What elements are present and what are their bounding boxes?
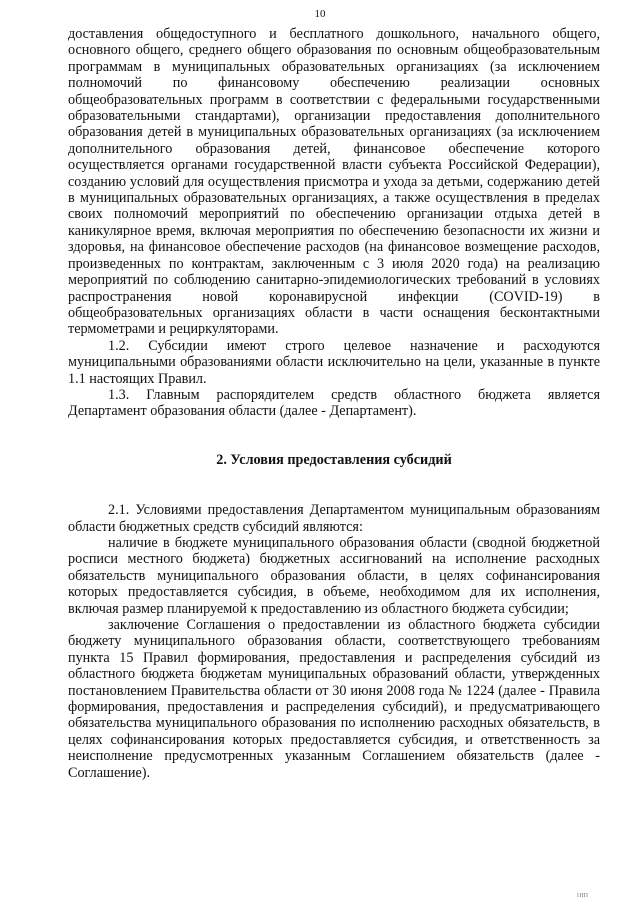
paragraph-condition-budget: наличие в бюджете муниципального образования области (сводной бюджетной росписи местного бюджета) бюджетных ассигнований на исполнение расходных обязательств муниципального образования области, в целях софинансирования которых предоставляется субсидия, в объеме, необходимом для их исполнения, включая размер планируемой к предоставлению из областного бюджета субсидии; bbox=[68, 534, 600, 617]
paragraph-condition-agreement: заключение Соглашения о предоставлении из областного бюджета субсидии бюджету муниципального образования области, соответствующего требованиям пункта 15 Правил формирования, предоставления и распределения субсидий из областного бюджета бюджетам муниципальных образований области, утвержденных постановлением Правительства области от 30 июня 2008 года № 1224 (далее - Правила формирования, предоставления и распределения субсидий), и предусматривающего обязательства муниципального образования по исполнению расходных обязательств, в целях софинансирования которых предоставляется субсидия, и ответственность за неисполнение предусмотренных указанным Соглашением обязательств (далее - Соглашение). bbox=[68, 617, 600, 781]
document-body bbox=[68, 26, 600, 781]
footer-mark: 1НП bbox=[576, 893, 588, 899]
section-heading: 2. Условия предоставления субсидий bbox=[216, 451, 452, 468]
paragraph-continuation: доставления общедоступного и бесплатного дошкольного, начального общего, основного общего, среднего общего образования по основным общеобразовательным программам в муниципальных образовательных организациях (за исключением полномочий по финансовому обеспечению реализации основных общеобразовательных программ в соответствии с федеральными государственными образовательными стандартами), организации предоставления дополнительного образования детей в муниципальных образовательных организациях (за исключением дополнительного образования детей, финансовое обеспечение которого осуществляется органами государственной власти субъекта Российской Федерации), созданию условий для осуществления присмотра и ухода за детьми, содержанию детей в муниципальных образовательных организациях, а также осуществления в пределах своих полномочий мероприятий по обеспечению организации отдыха детей в каникулярное время, включая мероприятия по обеспечению безопасности их жизни и здоровья, на финансовое обеспечение расходов (на финансовое возмещение расходов, произведенных по контрактам, заключенным с 3 июля 2020 года) на реализацию мероприятий по соблюдению санитарно-эпидемиологических требований в условиях распространения новой коронавирусной инфекции (COVID-19) в общеобразовательных организациях области в части оснащения бесконтактными термометрами и рециркуляторами. bbox=[68, 26, 600, 338]
page-number: 10 bbox=[314, 8, 326, 20]
paragraph-1-2: 1.2. Субсидии имеют строго целевое назначение и расходуются муниципальными образованиями области исключительно на цели, указанные в пункте 1.1 настоящих Правил. bbox=[68, 337, 600, 387]
paragraph-2-1: 2.1. Условиями предоставления Департаментом муниципальным образованиям области бюджетных средств субсидий являются: bbox=[68, 502, 600, 535]
paragraph-1-3: 1.3. Главным распорядителем средств областного бюджета является Департамент образования области (далее - Департамент). bbox=[68, 386, 600, 420]
